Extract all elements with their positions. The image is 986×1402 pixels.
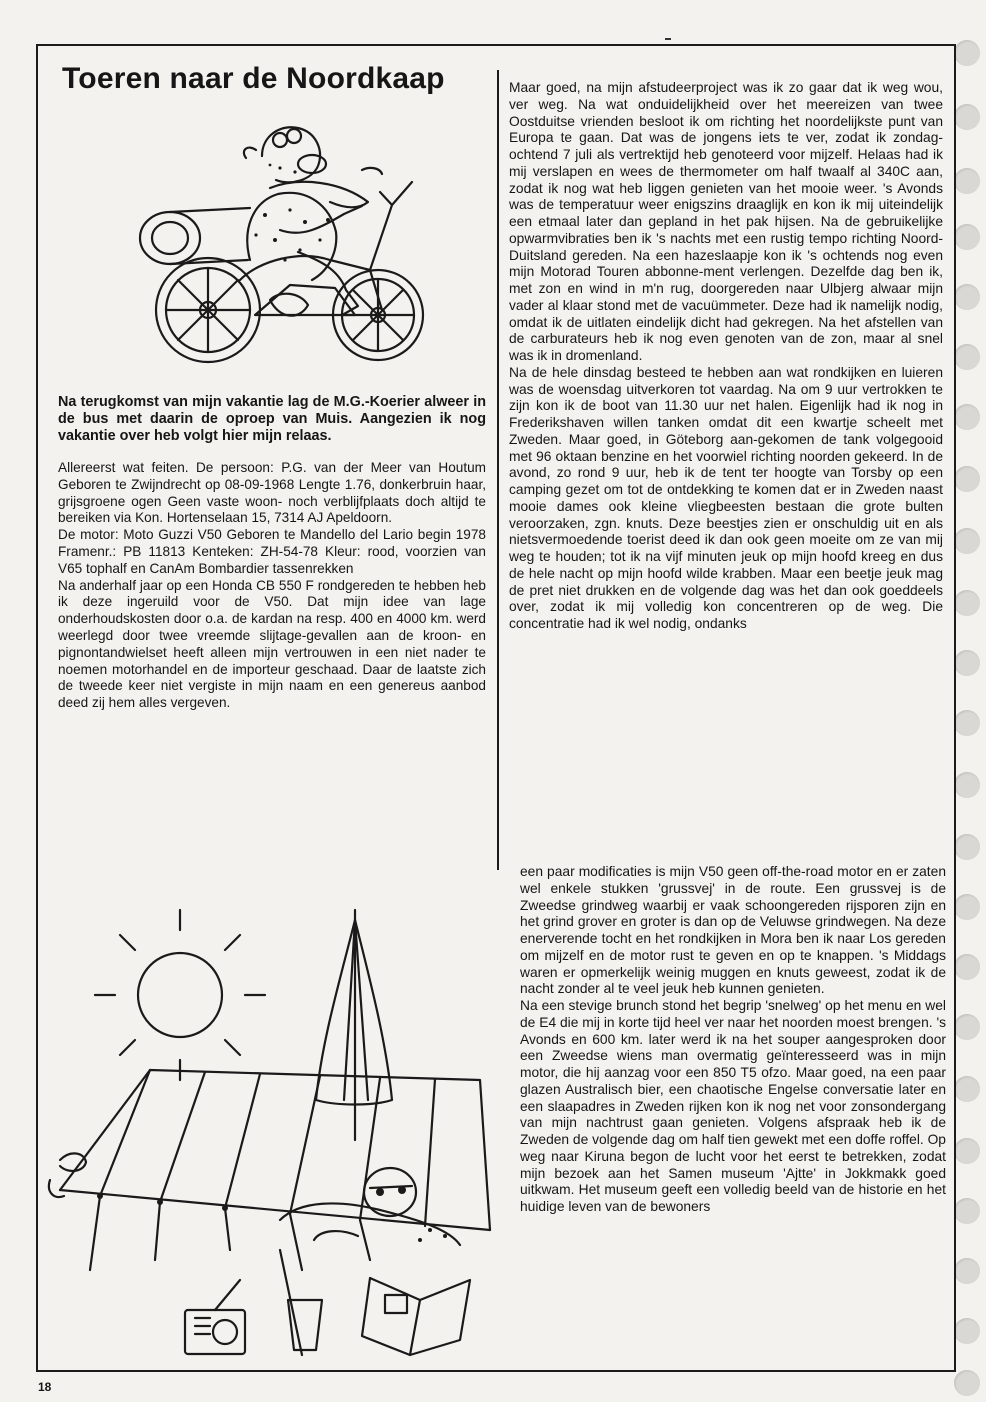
article-intro: Na terugkomst van mijn vakantie lag de M.G.-Koerier alweer in de bus met daarin de oproep van Muis. Aangezien ik nog vakantie over heb volgt hier mijn relaas.: [58, 394, 486, 445]
binder-hole: [954, 590, 980, 616]
binder-hole: [954, 528, 980, 554]
paragraph: De motor: Moto Guzzi V50 Geboren te Mandello del Lario begin 1978 Framenr.: PB 11813 Kenteken: ZH-54-78 Kleur: rood, voorzien van V65 tophalf en CanAm Bombardier tassenrekken: [58, 527, 486, 576]
column-divider: [497, 70, 499, 870]
right-column-top: [509, 80, 943, 633]
scan-mark: [665, 38, 671, 40]
binder-hole: [954, 1076, 980, 1102]
paragraph: Na een stevige brunch stond het begrip 'snelweg' op het menu en wel de E4 die mij in korte tijd heel ver naar het noorden moest brengen. 's Avonds en 600 km. later werd ik na het souper aangesproken door een Zweedse wiens man overmatig geïnteresseerd was in mijn motor, die hij aanzag voor een 850 T5 ofzo. Maar goed, na een paar glazen Australisch bier, een chaotische Engelse conversatie later en een slaapadres in Zweden rijken kon ik nog net voor zonsondergang van mijn nachtrust gaan genieten. Volgens afspraak heb ik de Zweden de volgende dag om half tien gewekt met een doffe roffel. Op weg naar Kiruna begon de lucht voor het eerst te betrekken, zodat mijn bezoek aan het Samen museum 'Ajtte' in Jokkmakk goed uitkwam. Het museum geeft een volledig beeld van de historie en het huidige leven van de bewoners: [520, 998, 946, 1214]
binder-hole: [954, 894, 980, 920]
binder-hole: [954, 404, 980, 430]
binder-hole: [954, 224, 980, 250]
binder-hole: [954, 1138, 980, 1164]
paragraph: Allereerst wat feiten. De persoon: P.G. van der Meer van Houtum Geboren te Zwijndrecht op 08-09-1968 Lengte 1.76, donkerbruin haar, grijsgroene ogen Geen vaste woon- noch verblijfplaats doch altijd te bereiken via Kon. Hortenselaan 15, 7314 AJ Apeldoorn.: [58, 460, 486, 526]
binder-hole: [954, 1370, 980, 1396]
binder-hole: [954, 650, 980, 676]
binder-hole: [954, 104, 980, 130]
binder-hole: [954, 834, 980, 860]
binder-hole: [954, 344, 980, 370]
binder-hole: [954, 1258, 980, 1284]
article-title: Toeren naar de Noordkaap: [62, 62, 445, 95]
binder-hole: [954, 168, 980, 194]
binder-hole: [954, 284, 980, 310]
binder-hole: [954, 1014, 980, 1040]
left-column-body: [58, 460, 486, 712]
camping-tent-illustration: [40, 900, 510, 1360]
binder-hole: [954, 772, 980, 798]
paragraph: Maar goed, na mijn afstudeerproject was ik zo gaar dat ik weg wou, ver weg. Na wat onduidelijkheid over het meereizen van twee Oostduitse vrienden besloot ik om richting het noordelijkste punt van Europa te gaan. Dat was de jongens iets te ver, zodat ik zondag-ochtend 7 juli als vertrektijd heb genoteerd voor mijzelf. Helaas had ik mij verslapen en wees de thermometer om half twaalf al 340C aan, zodat ik nog wat heb liggen genieten van het mooie weer. 's Avonds was de temperatuur weer enigszins draaglijk en kon ik mij uiteindelijk een etmaal later dan gepland in het pak hijsen. Na de gebruikelijke opwarmvibraties ben ik 's nachts met een rustig tempo richting Noord-Duitsland gereden. Na een hazeslaapje kon ik 's ochtends nog even mijn Motorad Touren abbonne-ment verlengen. Dezelfde dag ben ik, met zon en wind in m'n rug, doorgereden naar Ulbjerg alwaar mijn vader al klaar stond met de vacuümmeter. Deze had ik namelijk nodig, omdat ik de uitlaten eindelijk dicht had gekregen. Na het afstellen van de carburateurs heb ik nog even genoten van de zon, maar al snel was ik in dromenland.: [509, 80, 943, 363]
binder-hole: [954, 40, 980, 66]
binder-hole: [954, 954, 980, 980]
binder-hole: [954, 466, 980, 492]
motorcycle-rider-illustration: [130, 110, 440, 375]
page-number: 18: [38, 1380, 52, 1394]
paragraph: Na anderhalf jaar op een Honda CB 550 F rondgereden te hebben heb ik deze ingeruild voor de V50. Dat mijn idee van lage onderhoudskosten door o.a. de kardan na resp. 400 en 4000 km. werd weerlegd door twee vreemde slijtage-gevallen aan de kroon- en pignontandwielset heeft alleen mijn vertrouwen in een niet nader te noemen motorhandel en de importeur geschaad. Daar de laatste zich de tweede keer niet vergiste in mijn naam en een genereus aanbod deed zij hem alles vergeven.: [58, 577, 486, 711]
binder-hole: [954, 710, 980, 736]
binder-hole: [954, 1318, 980, 1344]
binder-hole: [954, 1198, 980, 1224]
paragraph: een paar modificaties is mijn V50 geen off-the-road motor en er zaten wel enkele stukken 'grussvej' in de route. Een grussvej is de Zweedse grindweg waarbij er vaak schoongereden rijsporen zijn en het grind grover en groter is dan op de Veluwse grindwegen. Na deze enerverende tocht en het rondkijken in Mora ben ik naar Los gereden om mijzelf en de motor rust te geven en op te knappen. 's Middags waren er opmerkelijk weinig muggen en knuts geweest, zodat ik de nacht zonder al te veel jeuk heb kunnen genieten.: [520, 864, 946, 997]
right-column-bottom: [520, 864, 946, 1216]
paragraph: Na de hele dinsdag besteed te hebben aan wat rondkijken en luieren was de woensdag uitverkoren tot vaardag. Na om 9 uur vertrokken te zijn kon ik de boot van 11.30 uur net halen. Eigenlijk had ik nog in Frederikshaven willen tanken omdat dit een kwartje scheelt met Zweden. Maar goed, in Göteborg aan-gekomen de tank volgegooid met 96 oktaan benzine en het voorwiel richting noorden gekeerd. In de avond, zo rond 9 uur, heb ik de tent ter hoogte van Torsby op een camping gezet om tot de ontdekking te komen dat er in Zweden naast mooie dames ook kleine vliegbeesten bestaan die grote bulten veroorzaken, zgn. knuts. Deze beestjes zien er onschuldig uit en als nietsvermoedende toerist deed ik dan ook geen moeite om ze van mij weg te houden; tot ik na vijf minuten jeuk op mijn hoofd kreeg en dus de hele nacht op mijn hoofd wilde krabben. Maar een beetje jeuk mag de pret niet drukken en de volgende dag was het dan ook goeddeels over, zodat ik mij volledig kon concentreren op de weg. Die concentratie had ik wel nodig, ondanks: [509, 364, 943, 631]
